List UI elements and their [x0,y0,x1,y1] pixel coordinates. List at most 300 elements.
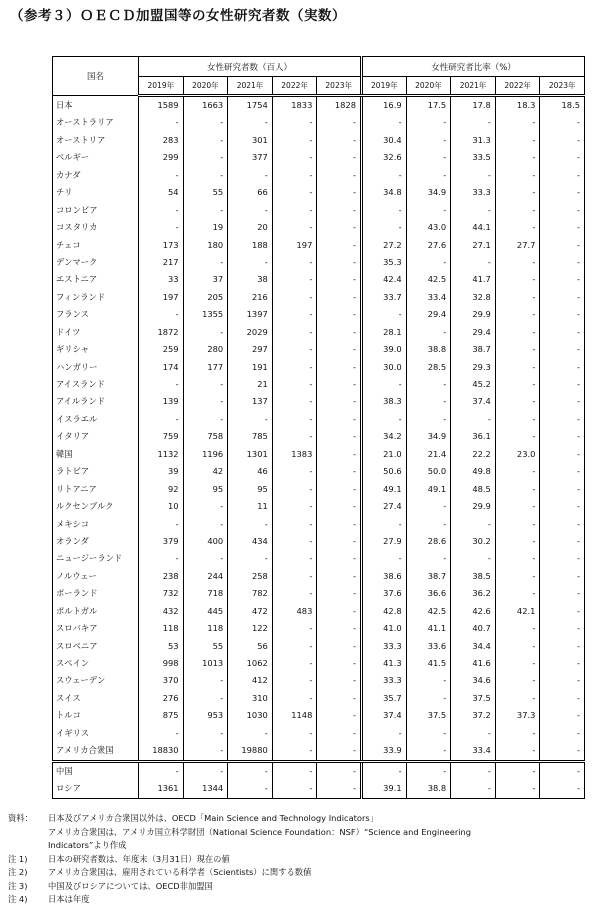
researcher-count-cell: 759 [162,431,179,442]
researcher-count-cell: - [272,289,317,306]
researcher-count-cell: - [228,411,273,428]
researcher-count-cell: 18830 [139,742,184,761]
researcher-ratio-cell: 42.1 [495,603,540,620]
researcher-ratio-cell: 27.7 [495,237,540,254]
researcher-ratio-cell: 36.6 [406,585,451,602]
table-row [53,550,585,567]
researcher-ratio-cell: 34.4 [451,638,496,655]
country-name: フランス [53,306,139,323]
researcher-count-cell: - [175,379,179,389]
researcher-ratio-cell: - [495,780,540,798]
researcher-count-cell: - [317,114,362,131]
researcher-ratio-cell: - [406,202,451,219]
researcher-ratio-cell: - [406,132,451,149]
country-name: アイスランド [53,376,139,393]
researcher-count-cell: - [317,411,362,428]
researcher-count-cell: - [183,742,228,761]
researcher-count-cell: - [175,765,179,776]
researcher-count-cell: - [272,306,317,323]
country-name: スペイン [53,655,139,672]
researcher-ratio-cell: 21.0 [362,446,407,463]
researcher-ratio-cell: - [540,428,585,445]
researcher-ratio-cell: - [540,114,585,131]
researcher-ratio-cell: 21.4 [406,446,451,463]
note-line [8,866,471,880]
researcher-count-cell: 299 [162,152,179,163]
researcher-ratio-cell: 41.7 [451,271,496,288]
researcher-count-cell: - [272,184,317,201]
researcher-count-cell: - [317,149,362,166]
researcher-count-cell: - [272,498,317,515]
researcher-count-cell: 782 [228,585,273,602]
researcher-ratio-cell: 27.4 [362,498,407,515]
researcher-count-cell: 1344 [183,780,228,798]
researcher-ratio-cell: - [540,393,585,410]
researcher-ratio-cell: - [540,638,585,655]
researcher-ratio-cell: - [495,742,540,761]
table-row [53,761,585,780]
researcher-ratio-cell: - [495,568,540,585]
note-label: 注 2) [8,867,28,877]
researcher-ratio-cell: - [406,411,451,428]
researcher-count-cell: 1872 [157,326,179,337]
note-label: 注 1) [8,853,28,864]
researcher-ratio-cell: - [495,672,540,689]
researcher-ratio-cell: - [495,219,540,236]
country-name: ニュージーランド [53,550,139,567]
researcher-ratio-cell: 23.0 [495,446,540,463]
researcher-ratio-cell: - [540,516,585,533]
researcher-count-cell: 276 [162,692,179,703]
researcher-count-cell: - [317,359,362,376]
researcher-count-cell: - [228,114,273,131]
researcher-count-cell: 139 [162,396,179,407]
researcher-ratio-cell: - [540,167,585,184]
researcher-ratio-cell: - [362,114,407,131]
researcher-count-cell: - [272,393,317,410]
country-name: ルクセンブルク [53,498,139,515]
researcher-ratio-cell: - [540,202,585,219]
researcher-ratio-cell: 27.6 [406,237,451,254]
researcher-ratio-cell: 50.6 [362,463,407,480]
researcher-ratio-cell: 27.9 [362,533,407,550]
researcher-ratio-cell: - [540,550,585,567]
researcher-ratio-cell: 31.3 [451,132,496,149]
researcher-count-cell: 377 [228,149,273,166]
researcher-ratio-cell: 43.0 [406,219,451,236]
researcher-count-cell: 1132 [157,448,179,459]
researcher-ratio-cell: 34.8 [362,184,407,201]
researcher-ratio-cell: - [406,742,451,761]
researcher-count-cell: 42 [183,463,228,480]
researcher-count-cell: - [183,254,228,271]
researcher-count-cell: 173 [162,239,179,250]
researcher-ratio-cell: - [495,184,540,201]
researcher-ratio-cell: - [451,202,496,219]
researcher-count-cell: 1361 [139,780,184,798]
researcher-ratio-cell: 49.1 [362,481,407,498]
researcher-count-cell: 1828 [317,96,362,115]
researcher-count-cell: - [272,132,317,149]
country-name: ポーランド [53,585,139,602]
researcher-ratio-cell: - [406,761,451,780]
researcher-ratio-cell: - [540,533,585,550]
table-row [53,585,585,602]
researcher-ratio-cell: 37.4 [451,393,496,410]
researcher-count-cell: - [272,690,317,707]
researcher-count-cell: - [317,603,362,620]
researcher-ratio-cell: - [495,411,540,428]
country-name: デンマーク [53,254,139,271]
page-title: （参考３）ＯＥＣＤ加盟国等の女性研究者数（実数） [10,8,346,24]
researcher-count-cell: 46 [228,463,273,480]
researcher-count-cell: - [183,324,228,341]
researcher-count-cell: 95 [228,481,273,498]
researcher-ratio-cell: - [362,725,407,742]
country-name: チリ [53,184,139,201]
researcher-count-cell: - [317,237,362,254]
researcher-ratio-cell: 29.4 [406,306,451,323]
note-label: 注 4) [8,894,28,904]
researcher-ratio-cell: 18.3 [495,96,540,115]
researcher-ratio-cell: - [495,585,540,602]
researcher-ratio-cell: - [451,167,496,184]
table-row [53,289,585,306]
researcher-count-cell: - [317,620,362,637]
researcher-ratio-cell: 34.6 [451,672,496,689]
researcher-count-cell: - [317,289,362,306]
researcher-count-cell: 1383 [272,446,317,463]
researcher-ratio-cell: 33.4 [451,742,496,761]
table-row [53,393,585,410]
researcher-count-cell: - [228,516,273,533]
researcher-count-cell: 137 [228,393,273,410]
table-row [53,341,585,358]
researcher-count-cell: 197 [162,291,179,302]
researcher-count-cell: - [317,516,362,533]
table-row [53,780,585,798]
researcher-count-cell: - [272,167,317,184]
researcher-ratio-cell: 30.2 [451,533,496,550]
researcher-count-cell: - [317,219,362,236]
researcher-ratio-cell: 49.8 [451,463,496,480]
researcher-ratio-cell: - [406,672,451,689]
researcher-ratio-cell: 42.8 [362,603,407,620]
researcher-ratio-cell: - [540,149,585,166]
country-name: コロンビア [53,202,139,219]
researcher-count-cell: - [183,376,228,393]
researcher-ratio-cell: - [540,725,585,742]
researcher-ratio-cell: - [540,761,585,780]
researcher-count-cell: 280 [183,341,228,358]
researcher-count-cell: 875 [162,710,179,721]
table-row [53,690,585,707]
researcher-ratio-cell: - [540,690,585,707]
researcher-ratio-cell: 33.3 [362,672,407,689]
researcher-count-cell: - [317,550,362,567]
researcher-count-cell: - [272,533,317,550]
researcher-count-cell: - [317,393,362,410]
researcher-count-cell: 718 [183,585,228,602]
researcher-ratio-cell: - [540,498,585,515]
researcher-count-cell: - [317,184,362,201]
country-name: アメリカ合衆国 [53,742,139,761]
researcher-count-cell: - [317,672,362,689]
researcher-ratio-cell: 29.9 [451,498,496,515]
researcher-count-cell: 122 [228,620,273,637]
researcher-count-cell: - [317,742,362,761]
researcher-ratio-cell: - [540,132,585,149]
researcher-ratio-cell: - [406,690,451,707]
researcher-ratio-cell: - [495,341,540,358]
researcher-ratio-cell: - [540,672,585,689]
researcher-ratio-cell: 36.2 [451,585,496,602]
researcher-ratio-cell: - [540,306,585,323]
researcher-ratio-cell: - [540,324,585,341]
researcher-ratio-cell: 30.4 [362,132,407,149]
researcher-ratio-cell: 33.9 [362,742,407,761]
note-text: 日本は年度 [48,894,90,904]
researcher-ratio-cell: - [495,306,540,323]
researcher-ratio-cell: - [495,620,540,637]
researcher-ratio-cell: 37.5 [451,690,496,707]
researcher-ratio-cell: 37.5 [406,707,451,724]
researcher-count-cell: - [175,204,179,215]
researcher-count-cell: - [317,481,362,498]
country-name: 韓国 [53,446,139,463]
researcher-count-cell: - [175,518,179,529]
table-row [53,533,585,550]
researcher-count-cell: - [317,202,362,219]
researcher-ratio-cell: 48.5 [451,481,496,498]
country-name: オーストリア [53,132,139,149]
researcher-count-cell: - [183,672,228,689]
country-column-header: 国名 [53,57,139,96]
researcher-count-cell: - [175,727,179,738]
table-row [53,184,585,201]
researcher-count-cell: - [317,725,362,742]
country-name: ラトビア [53,463,139,480]
researcher-count-cell: - [317,306,362,323]
researcher-ratio-cell: - [540,780,585,798]
researcher-ratio-cell: - [406,725,451,742]
researcher-ratio-cell: 36.1 [451,428,496,445]
researcher-count-cell: 197 [272,237,317,254]
researcher-ratio-cell: 35.7 [362,690,407,707]
researcher-count-cell: - [228,254,273,271]
researcher-ratio-cell: - [540,568,585,585]
note-label: 資料： [8,813,33,823]
researcher-count-cell: 1148 [272,707,317,724]
researcher-ratio-cell: - [495,202,540,219]
researcher-ratio-cell: - [362,761,407,780]
researcher-count-cell: 54 [168,187,179,198]
researcher-count-cell: - [272,114,317,131]
researcher-count-cell: 11 [228,498,273,515]
table-row [53,481,585,498]
researcher-count-cell: 310 [228,690,273,707]
count-year-header: 2022年 [272,77,317,96]
researcher-count-cell: 1301 [228,446,273,463]
researcher-count-cell: - [183,761,228,780]
researcher-ratio-cell: - [540,481,585,498]
researcher-count-cell: 244 [183,568,228,585]
researcher-count-cell: - [272,516,317,533]
researcher-ratio-cell: - [451,411,496,428]
researcher-ratio-cell: - [406,324,451,341]
researcher-count-cell: 66 [228,184,273,201]
note-text: アメリカ合衆国は、雇用されている科学者（Scientists）に関する数値 [48,867,312,877]
researcher-ratio-cell: - [362,202,407,219]
researcher-count-cell: - [272,324,317,341]
note-text: Indicators”より作成 [48,840,127,850]
note-text: 日本及びアメリカ合衆国以外は、OECD「Main Science and Technology Indicators」 [48,813,379,823]
researcher-ratio-cell: 41.5 [406,655,451,672]
country-name: トルコ [53,707,139,724]
researcher-count-cell: - [317,428,362,445]
researcher-ratio-cell: 37.6 [362,585,407,602]
researcher-count-cell: 445 [183,603,228,620]
researcher-count-cell: 432 [162,605,179,616]
note-line [8,893,471,907]
table-row [53,498,585,515]
researcher-ratio-cell: 38.6 [362,568,407,585]
researcher-count-cell: - [272,725,317,742]
note-text: アメリカ合衆国は、アメリカ国立科学財団（National Science Foundation：NSF）“Science and Engineering [48,826,472,837]
ratio-year-header: 2022年 [495,77,540,96]
researcher-count-cell: - [317,533,362,550]
researcher-count-cell: - [317,376,362,393]
researcher-ratio-cell: - [495,132,540,149]
researcher-ratio-group-header: 女性研究者比率（%） [362,57,585,77]
researcher-ratio-cell: - [495,359,540,376]
researcher-ratio-cell: 33.7 [362,289,407,306]
researcher-ratio-cell: 32.6 [362,149,407,166]
table-row [53,638,585,655]
researcher-count-cell: 37 [183,271,228,288]
researcher-count-cell: 21 [228,376,273,393]
oecd-women-researchers-table [52,56,585,799]
researcher-count-cell: 1663 [183,96,228,115]
researcher-count-cell: 191 [228,359,273,376]
researcher-count-cell: - [317,167,362,184]
researcher-ratio-cell: 41.3 [362,655,407,672]
researcher-count-cell: 95 [183,481,228,498]
researcher-count-cell: - [272,550,317,567]
researcher-ratio-cell: 17.5 [406,96,451,115]
researcher-ratio-cell: - [540,620,585,637]
researcher-ratio-cell: - [495,533,540,550]
researcher-ratio-cell: - [540,707,585,724]
researcher-count-cell: - [272,219,317,236]
note-label [8,826,48,840]
researcher-ratio-cell: - [451,725,496,742]
researcher-count-cell: - [272,761,317,780]
researcher-ratio-cell: - [495,324,540,341]
researcher-count-cell: - [228,725,273,742]
researcher-ratio-cell: - [495,516,540,533]
researcher-count-cell: 19 [183,219,228,236]
researcher-count-cell: - [183,149,228,166]
researcher-ratio-cell: - [451,254,496,271]
researcher-count-cell: 953 [183,707,228,724]
researcher-ratio-cell: 38.5 [451,568,496,585]
researcher-ratio-cell: - [362,167,407,184]
researcher-count-cell: - [175,413,179,424]
researcher-ratio-cell: - [540,603,585,620]
researcher-count-cell: 53 [168,640,179,651]
researcher-ratio-cell: 42.5 [406,271,451,288]
researcher-count-cell: - [272,620,317,637]
researcher-ratio-cell: 38.3 [362,393,407,410]
ratio-year-header: 2021年 [451,77,496,96]
researcher-count-cell: 259 [162,344,179,355]
researcher-count-cell: 412 [228,672,273,689]
researcher-ratio-cell: 39.1 [362,780,407,798]
researcher-count-cell: 33 [168,274,179,285]
researcher-ratio-cell: - [362,376,407,393]
researcher-ratio-cell: 33.6 [406,638,451,655]
researcher-ratio-cell: 28.6 [406,533,451,550]
researcher-ratio-cell: - [495,690,540,707]
ratio-year-header: 2023年 [540,77,585,96]
researcher-count-cell: 19880 [228,742,273,761]
researcher-ratio-cell: 42.4 [362,271,407,288]
researcher-count-cell: - [228,780,273,798]
table-row [53,655,585,672]
researcher-count-cell: 177 [183,359,228,376]
table-row [53,324,585,341]
researcher-ratio-cell: - [495,254,540,271]
researcher-ratio-cell: - [495,638,540,655]
table-header [53,57,585,96]
researcher-count-cell: 180 [183,237,228,254]
researcher-count-cell: - [272,359,317,376]
researcher-count-cell: 998 [162,658,179,668]
researcher-ratio-cell: - [540,585,585,602]
note-text: 中国及びロシアについては、OECD非加盟国 [48,880,213,891]
researcher-ratio-cell: 42.6 [451,603,496,620]
country-name: オランダ [53,533,139,550]
researcher-ratio-cell: - [495,167,540,184]
researcher-ratio-cell: - [451,550,496,567]
note-line [8,839,471,853]
researcher-count-cell: 118 [162,623,179,634]
researcher-count-cell: - [183,690,228,707]
researcher-count-cell: - [272,585,317,602]
researcher-ratio-cell: 34.9 [406,428,451,445]
researcher-count-cell: - [272,672,317,689]
country-name: スロベニア [53,638,139,655]
researcher-count-cell: - [183,550,228,567]
researcher-count-cell: 785 [228,428,273,445]
notes-section [8,812,471,907]
table-row [53,359,585,376]
researcher-ratio-cell: 32.8 [451,289,496,306]
researcher-ratio-cell: - [495,655,540,672]
country-name: ポルトガル [53,603,139,620]
researcher-ratio-cell: - [540,289,585,306]
researcher-ratio-cell: 37.3 [495,707,540,724]
researcher-ratio-cell: 27.1 [451,237,496,254]
researcher-count-cell: 39 [168,466,179,477]
researcher-ratio-cell: - [540,359,585,376]
table-row [53,742,585,761]
researcher-ratio-cell: - [540,411,585,428]
researcher-ratio-cell: 45.2 [451,376,496,393]
researcher-ratio-cell: - [540,184,585,201]
researcher-count-cell: 434 [228,533,273,550]
